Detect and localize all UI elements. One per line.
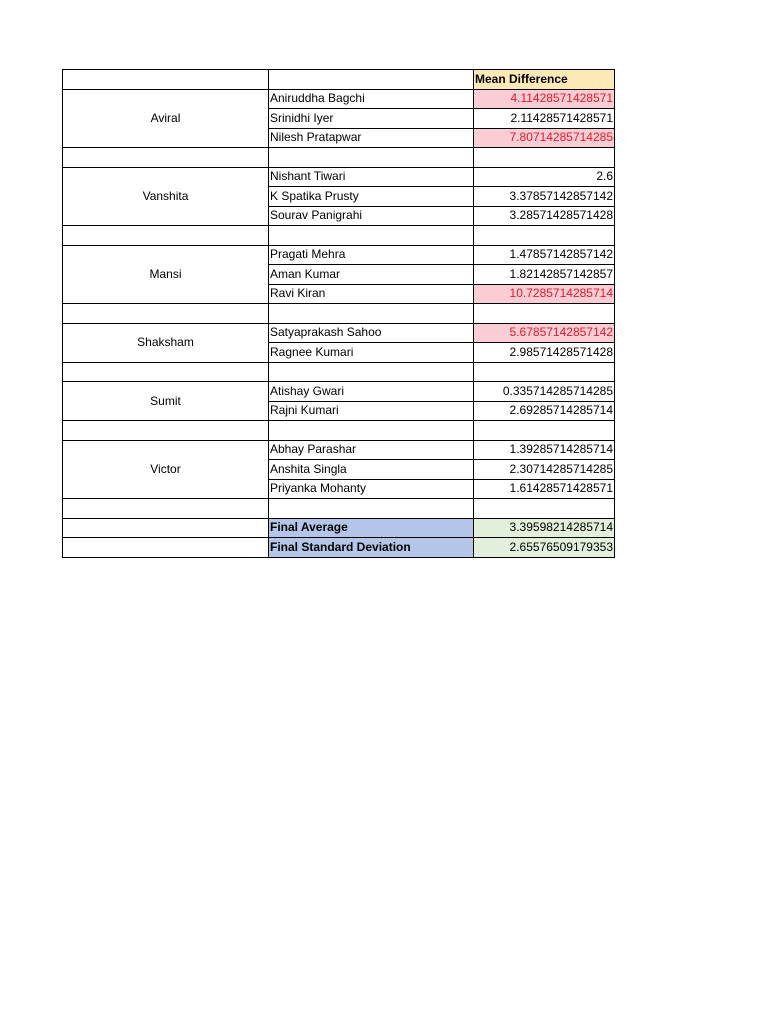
spacer-row: [63, 226, 615, 246]
mean-difference-cell[interactable]: 1.39285714285714: [474, 440, 615, 460]
header-row: [63, 70, 615, 90]
mean-difference-cell[interactable]: 10.7285714285714: [474, 284, 615, 304]
empty-cell[interactable]: [269, 499, 474, 519]
person-name-cell[interactable]: Sourav Panigrahi: [269, 206, 474, 226]
final-standard-deviation-row: [63, 538, 615, 558]
mean-difference-cell[interactable]: 1.82142857142857: [474, 265, 615, 285]
spacer-row: [63, 499, 615, 519]
empty-cell[interactable]: [474, 226, 615, 246]
empty-cell[interactable]: [269, 226, 474, 246]
empty-cell[interactable]: [474, 499, 615, 519]
empty-cell[interactable]: [63, 304, 269, 324]
spacer-row: [63, 362, 615, 382]
empty-cell[interactable]: [269, 70, 474, 90]
empty-cell[interactable]: [474, 362, 615, 382]
person-name-cell[interactable]: Ragnee Kumari: [269, 343, 474, 363]
mean-difference-cell[interactable]: 4.11428571428571: [474, 89, 615, 109]
mean-difference-header[interactable]: Mean Difference: [474, 70, 615, 90]
empty-cell[interactable]: [63, 226, 269, 246]
table-row: [63, 89, 615, 109]
person-name-cell[interactable]: Aman Kumar: [269, 265, 474, 285]
empty-cell[interactable]: [63, 148, 269, 168]
empty-cell[interactable]: [269, 304, 474, 324]
empty-cell[interactable]: [269, 148, 474, 168]
mean-difference-cell[interactable]: 2.69285714285714: [474, 401, 615, 421]
empty-cell[interactable]: [63, 421, 269, 441]
person-name-cell[interactable]: Atishay Gwari: [269, 382, 474, 402]
person-name-cell[interactable]: Pragati Mehra: [269, 245, 474, 265]
person-name-cell[interactable]: Ravi Kiran: [269, 284, 474, 304]
empty-cell[interactable]: [269, 362, 474, 382]
empty-cell[interactable]: [63, 362, 269, 382]
group-name-cell[interactable]: Mansi: [63, 245, 269, 304]
table-row: [63, 323, 615, 343]
table-row: [63, 245, 615, 265]
mean-difference-cell[interactable]: 3.28571428571428: [474, 206, 615, 226]
table-row: [63, 382, 615, 402]
person-name-cell[interactable]: Anshita Singla: [269, 460, 474, 480]
person-name-cell[interactable]: Aniruddha Bagchi: [269, 89, 474, 109]
spacer-row: [63, 148, 615, 168]
final-average-label[interactable]: Final Average: [269, 518, 474, 538]
spreadsheet-table: [62, 69, 615, 558]
mean-difference-cell[interactable]: 5.67857142857142: [474, 323, 615, 343]
final-average-row: [63, 518, 615, 538]
spreadsheet-body: [63, 70, 615, 558]
person-name-cell[interactable]: K Spatika Prusty: [269, 187, 474, 207]
group-name-cell[interactable]: Shaksham: [63, 323, 269, 362]
table-row: [63, 167, 615, 187]
final-standard-deviation-label[interactable]: Final Standard Deviation: [269, 538, 474, 558]
mean-difference-cell[interactable]: 2.30714285714285: [474, 460, 615, 480]
mean-difference-cell[interactable]: 1.61428571428571: [474, 479, 615, 499]
group-name-cell[interactable]: Victor: [63, 440, 269, 499]
group-name-cell[interactable]: Vanshita: [63, 167, 269, 226]
table-row: [63, 440, 615, 460]
mean-difference-cell[interactable]: 2.6: [474, 167, 615, 187]
empty-cell[interactable]: [474, 148, 615, 168]
empty-cell[interactable]: [63, 70, 269, 90]
empty-cell[interactable]: [63, 518, 269, 538]
empty-cell[interactable]: [474, 421, 615, 441]
group-name-cell[interactable]: Sumit: [63, 382, 269, 421]
empty-cell[interactable]: [269, 421, 474, 441]
mean-difference-cell[interactable]: 3.37857142857142: [474, 187, 615, 207]
person-name-cell[interactable]: Srinidhi Iyer: [269, 109, 474, 129]
mean-difference-cell[interactable]: 7.80714285714285: [474, 128, 615, 148]
empty-cell[interactable]: [63, 538, 269, 558]
group-name-cell[interactable]: Aviral: [63, 89, 269, 148]
person-name-cell[interactable]: Satyaprakash Sahoo: [269, 323, 474, 343]
mean-difference-cell[interactable]: 1.47857142857142: [474, 245, 615, 265]
person-name-cell[interactable]: Nishant Tiwari: [269, 167, 474, 187]
person-name-cell[interactable]: Rajni Kumari: [269, 401, 474, 421]
person-name-cell[interactable]: Nilesh Pratapwar: [269, 128, 474, 148]
spacer-row: [63, 304, 615, 324]
mean-difference-cell[interactable]: 2.11428571428571: [474, 109, 615, 129]
empty-cell[interactable]: [474, 304, 615, 324]
final-average-value[interactable]: 3.39598214285714: [474, 518, 615, 538]
person-name-cell[interactable]: Abhay Parashar: [269, 440, 474, 460]
mean-difference-cell[interactable]: 2.98571428571428: [474, 343, 615, 363]
empty-cell[interactable]: [63, 499, 269, 519]
mean-difference-cell[interactable]: 0.335714285714285: [474, 382, 615, 402]
final-standard-deviation-value[interactable]: 2.65576509179353: [474, 538, 615, 558]
spacer-row: [63, 421, 615, 441]
person-name-cell[interactable]: Priyanka Mohanty: [269, 479, 474, 499]
